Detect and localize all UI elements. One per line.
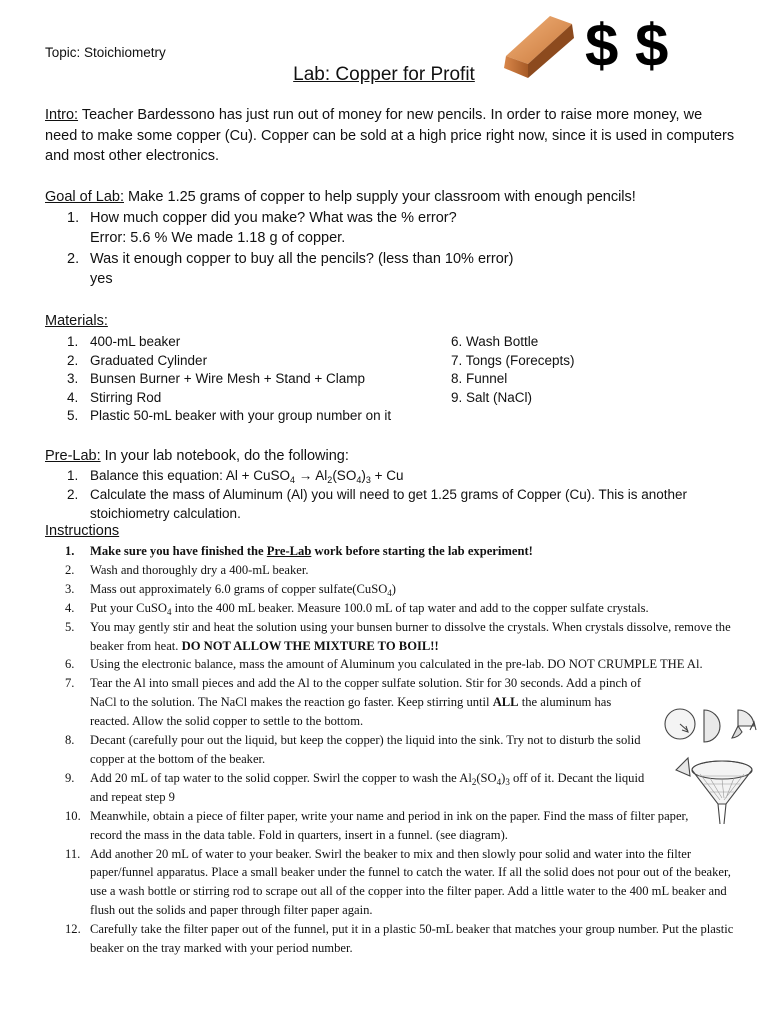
copper-ingot-icon [498,10,578,82]
instructions-label: Instructions [45,523,120,539]
goal-question-text: How much copper did you make? What was the % error? [90,209,457,226]
step-text: You may gently stir and heat the solution using your bunsen burner to dissolve the crystals. When crystals dissolve, remove the beaker from heat. DO NOT ALLOW THE MIXTURE TO BOIL!! [90,619,731,653]
material-item: 8. Funnel [451,371,508,387]
material-item: 6. Wash Bottle [451,334,539,349]
dollar-sign-icon [581,12,681,74]
material-item [45,407,445,426]
material-number: 4. [67,389,79,405]
prelab-text: In your lab notebook, do the following: [100,448,349,464]
material-number: 5. [67,408,79,424]
step-text: Meanwhile, obtain a piece of filter paper, write your name and period in ink on the paper. Find the mass of filter paper, record the mass in the data table. Fold in quarters, insert in a funnel. (see diagram). [90,808,689,842]
material-item [45,370,445,389]
step-number: 10. [65,808,81,823]
goal-label: Goal of Lab: [45,189,124,205]
prelab-item-calculation [45,485,735,523]
prelab-line [45,446,735,466]
material-item [45,352,445,371]
step-number: 12. [65,922,81,937]
filter-paper-funnel-diagram-icon [660,700,764,828]
material-item [45,389,445,408]
material-text: Plastic 50-mL beaker with your group number on it [90,408,392,424]
instruction-step [45,769,650,807]
instruction-step [45,674,650,731]
prelab-reference: Pre-Lab [266,544,312,558]
instruction-step: 1. Make sure you have finished the Pre-Lab work before starting the lab experiment! [45,542,735,561]
step-number: 11. [65,846,81,861]
title-text: Lab: Copper for Profit [293,64,475,85]
materials-list-right [451,333,701,407]
instruction-step [45,655,735,674]
instruction-step [45,580,735,599]
instruction-step [45,731,650,769]
step-number: 3. [65,581,75,596]
step-text: Mass out approximately 6.0 grams of copper sulfate(CuSO$_4$) [90,581,396,598]
equation-text: Balance this equation: Al + CuSO$_4$ → $Al_2(SO_4)_3 + Cu$ [90,468,404,485]
material-text: Graduated Cylinder [90,352,208,368]
prelab-item-number: 2. [67,487,79,502]
goal-question [45,249,735,290]
materials-list-left [45,333,445,426]
intro-section [45,105,735,167]
step-text: Tear the Al into small pieces and add the Al to the copper sulfate solution. Stir for 30 seconds. Add a pinch of NaCl to the solution. The NaCl makes the reaction go faster. Keep stirring until ALL the aluminum has reacted. Allow the solid copper to settle to the bottom. [90,676,642,729]
instruction-step [45,807,690,845]
material-number: 3. [67,371,79,387]
goal-question-number: 1. [67,209,80,226]
goal-question-text: Was it enough copper to buy all the pencils? (less than 10% error) [90,250,514,267]
instruction-step [45,845,735,921]
step-text: Using the electronic balance, mass the amount of Aluminum you calculated in the pre-lab. DO NOT CRUMPLE THE Al. [90,657,703,672]
instruction-step [45,920,735,958]
material-number: 1. [67,334,79,349]
material-item: 9. Salt (NaCl) [451,389,533,405]
step-text: Carefully take the filter paper out of the funnel, put it in a plastic 50-mL beaker that matches your group number. Put the plastic beaker on the tray marked with your period number. [90,922,734,956]
material-item: 7. Tongs (Forecepts) [451,352,575,368]
prelab-item-text: Calculate the mass of Aluminum (Al) you will need to get 1.25 grams of Copper (Cu). This is another stoichiometry calculation. [90,487,688,521]
prelab-list [45,466,735,523]
step-number: 5. [65,619,75,634]
instruction-step [45,561,735,580]
step-text: Add another 20 mL of water to your beaker. Swirl the beaker to mix and then slowly pour solid and water into the filter paper/funnel apparatus. Place a small beaker under the funnel to catch the water. If all the solid does not pour out of the beaker, use a wash bottle or stirring rod to scrape out all of the copper into the filter paper. Add a little water to the 400 mL beaker and flush out the solids and paper through filter paper again. [90,846,731,918]
goal-question-number: 2. [67,250,80,267]
warning-text: DO NOT ALLOW THE MIXTURE TO BOIL!! [181,638,439,653]
materials-label: Materials: [45,313,108,329]
step-number: 1. [65,544,75,558]
material-text: Stirring Rod [90,389,162,405]
step-text: Wash and thoroughly dry a 400-mL beaker. [90,562,309,577]
intro-text: Teacher Bardessono has just run out of money for new pencils. In order to raise more money, we need to make some copper (Cu). Copper can be sold at a high price right now, since it is used in computers and most other electronics. [45,107,735,164]
step-number: 6. [65,657,75,672]
goal-section [45,187,735,290]
goal-line [45,187,735,208]
instruction-step [45,599,735,618]
instruction-step [45,618,735,656]
dollar-signs-image [581,12,681,74]
goal-answer-text: yes [90,271,113,287]
prelab-section [45,446,735,523]
step-number: 8. [65,733,75,748]
step-text: Put your CuSO$_4$ into the 400 mL beaker. Measure 100.0 mL of tap water and add to the copper sulfate crystals. [90,600,649,617]
goal-question-list [45,208,735,290]
prelab-item-number: 1. [67,468,79,483]
step-text: Decant (carefully pour out the liquid, but keep the copper) the liquid into the sink. Try not to disturb the solid copper at the bottom of the beaker. [90,733,641,766]
step-number: 9. [65,770,75,785]
goal-answer-text: Error: 5.6 % We made 1.18 g of copper. [90,230,346,246]
goal-text: Make 1.25 grams of copper to help supply your classroom with enough pencils! [124,189,636,205]
material-text: Bunsen Burner + Wire Mesh + Stand + Clamp [90,371,366,387]
instructions-list [45,542,735,958]
material-number: 2. [67,352,79,368]
intro-label: Intro: [45,107,79,123]
prelab-label: Pre-Lab: [45,448,101,464]
materials-section [45,311,735,424]
step-number: 2. [65,562,75,577]
material-text: 400-mL beaker [90,334,181,349]
topic-label: Topic: Stoichiometry [45,45,166,60]
instructions-section [45,542,735,958]
step-number: 7. [65,676,75,691]
goal-question [45,208,735,249]
material-item [45,333,445,352]
svg-text:$ $: $ $ [585,12,669,74]
prelab-item-equation [45,466,735,485]
step-text: Add 20 mL of tap water to the solid copper. Swirl the copper to wash the $Al_2(SO_4)_3$ off of it. Decant the liquid and repeat step 9 [90,770,645,804]
step-number: 4. [65,600,75,615]
